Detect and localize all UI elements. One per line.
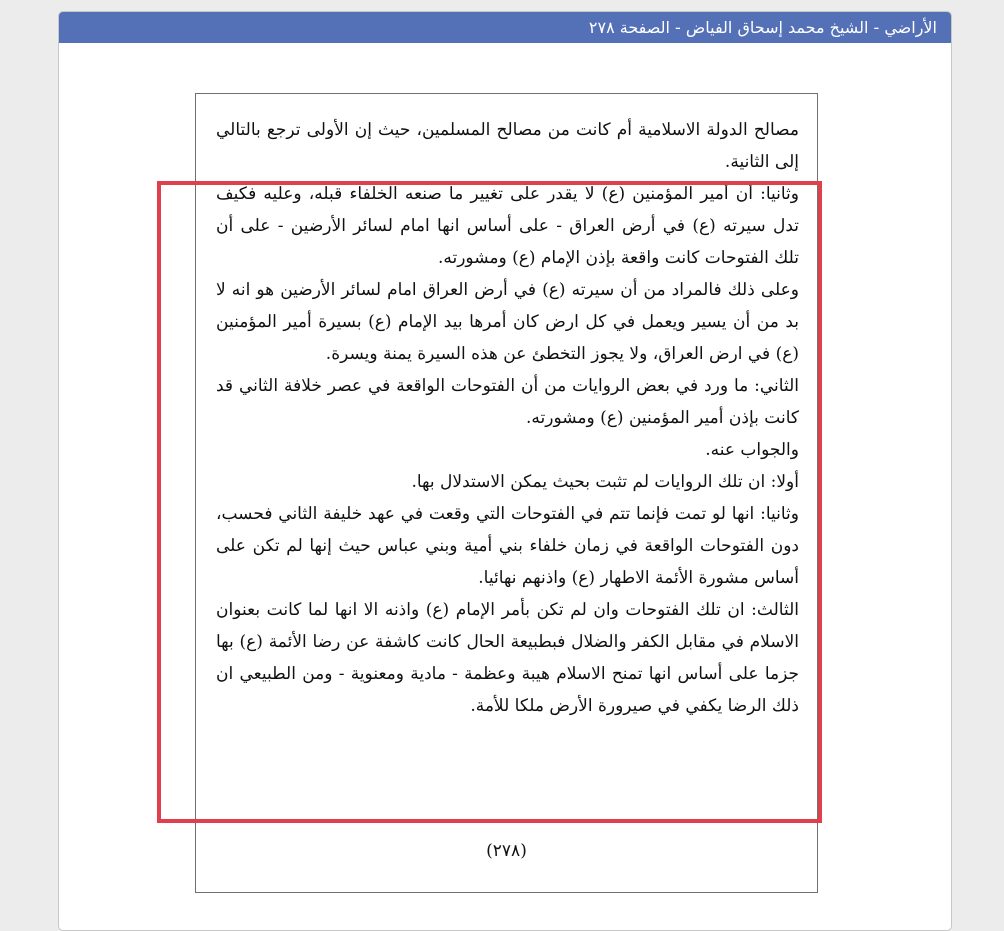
paragraph-5: والجواب عنه. bbox=[705, 440, 799, 460]
paragraph-8: الثالث: ان تلك الفتوحات وان لم تكن بأمر الإمام (ع) واذنه الا انها لما كانت بعنوان الاسلام في مقابل الكفر والضلال فبطبيعة الحال كانت كاشفة عن رضا الأئمة (ع) بها جزما على أساس انها تمنح الاسلام هيبة وعظمة - مادية ومعنوية - ومن الطبيعي ان ذلك الرضا يكفي في صيرورة الأرض ملكا للأمة. bbox=[216, 600, 799, 716]
paragraph-6: أولا: ان تلك الروايات لم تثبت بحيث يمكن الاستدلال بها. bbox=[411, 472, 799, 492]
paragraph-2: وثانيا: أن أمير المؤمنين (ع) لا يقدر على تغيير ما صنعه الخلفاء قبله، وعليه فكيف تدل سيرته (ع) في أرض العراق - على أساس انها امام لسائر الأرضين - على أن تلك الفتوحات كانت واقعة بإذن الإمام (ع) ومشورته. bbox=[216, 184, 799, 268]
page-number: (٢٧٨) bbox=[486, 841, 527, 861]
paragraph-1: مصالح الدولة الاسلامية أم كانت من مصالح المسلمين، حيث إن الأولى ترجع بالتالي إلى الثانية. bbox=[216, 120, 799, 172]
window-title: الأراضي - الشيخ محمد إسحاق الفياض - الصفحة ٢٧٨ bbox=[59, 12, 951, 43]
paragraph-3: وعلى ذلك فالمراد من أن سيرته (ع) في أرض العراق امام لسائر الأرضين هو انه لا بد من أن يسير ويعمل في كل ارض كان أمرها بيد الإمام (ع) بسيرة أمير المؤمنين (ع) في ارض العراق، ولا يجوز التخطئ عن هذه السيرة يمنة ويسرة. bbox=[216, 280, 799, 364]
paragraph-4: الثاني: ما ورد في بعض الروايات من أن الفتوحات الواقعة في عصر خلافة الثاني قد كانت بإذن أمير المؤمنين (ع) ومشورته. bbox=[216, 376, 799, 428]
paragraph-7: وثانيا: انها لو تمت فإنما تتم في الفتوحات التي وقعت في عهد خليفة الثاني فحسب، دون الفتوحات الواقعة في زمان خلفاء بني أمية وبني عباس حيث إنها لم تكن على أساس مشورة الأئمة الاطهار (ع) واذنهم نهائيا. bbox=[216, 504, 799, 588]
page-body bbox=[216, 114, 799, 722]
